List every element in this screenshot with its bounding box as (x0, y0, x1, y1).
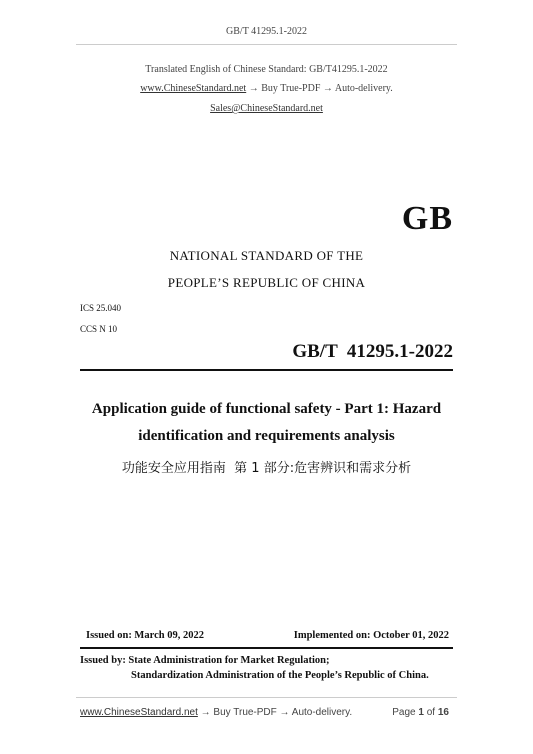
national-standard-line2: PEOPLE’S REPUBLIC OF CHINA (167, 275, 366, 290)
page-label: Page (392, 707, 416, 718)
chinesestandard-link[interactable]: www.ChineseStandard.net (140, 83, 247, 94)
translation-note-line2 (0, 83, 533, 94)
title-chinese: 功能安全应用指南 第 1 部分:危害辨识和需求分析 (121, 461, 412, 476)
buy-pdf-text: → Buy True-PDF → Auto-delivery. (246, 83, 393, 94)
footer-buy-text: → Buy True-PDF → Auto-delivery. (197, 707, 353, 718)
implemented-on: Implemented on: October 01, 2022 (293, 630, 449, 641)
translation-note-line3 (0, 103, 533, 114)
issued-by-line2: Standardization Administration of the People’s Republic of China. (131, 670, 429, 681)
national-standard-line1: NATIONAL STANDARD OF THE (169, 248, 364, 263)
of-label: of (426, 707, 436, 718)
sales-email-link[interactable]: Sales@ChineseStandard.net (210, 103, 323, 114)
standard-number: GB/T 41295.1-2022 (292, 341, 453, 362)
issued-on: Issued on: March 09, 2022 (86, 630, 204, 641)
page-number: 1 (418, 707, 424, 718)
footer-site-link[interactable]: www.ChineseStandard.net (80, 707, 198, 718)
ccs-code: CCS N 10 (80, 324, 118, 334)
issued-by: Issued by: State Administration for Market Regulation; (80, 655, 330, 666)
total-pages: 16 (437, 707, 449, 718)
translation-note-line1: Translated English of Chinese Standard: GB/T41295.1-2022 (145, 64, 388, 75)
standard-number-rule (80, 369, 453, 371)
page-indicator (392, 707, 449, 718)
footer-links (80, 707, 352, 718)
gb-logo: GB (401, 200, 453, 237)
ics-code: ICS 25.040 (80, 303, 122, 313)
footer-divider (76, 697, 457, 698)
header-divider (76, 44, 457, 45)
title-line2: identification and requirements analysis (138, 428, 395, 444)
running-header: GB/T 41295.1-2022 (226, 26, 307, 37)
issued-rule (80, 647, 453, 649)
title-line1: Application guide of functional safety - Part 1: Hazard (91, 401, 442, 417)
